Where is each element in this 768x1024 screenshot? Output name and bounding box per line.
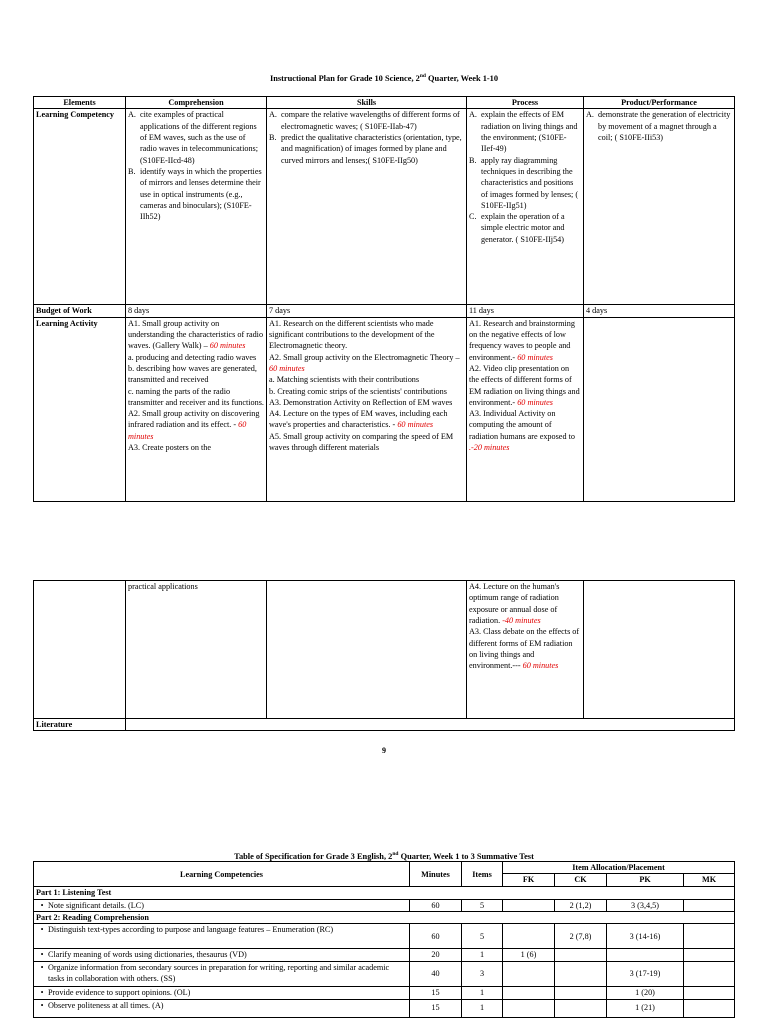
competency-item: B. identify ways in which the properties of mirrors and lenses determine their use in optical instruments (e.g., cameras and binoculars); (S10FE-IIh52) [128,166,262,222]
header-fk: FK [503,874,555,887]
duration-note: -40 minutes [502,615,541,625]
duration-note: 60 minutes [128,420,247,441]
cont-label-empty [34,581,126,719]
competency-item: A. cite examples of practical applications of the different regions of EM waves, such as the use of radio waves in telecommunications; (S10FE-IIcd-48) [128,110,259,165]
row-label-competency: Learning Competency [34,109,126,305]
activity-line: A3. Individual Activity on computing the amount of radiation humans are exposed to .-20 minutes [469,409,575,453]
budget-product: 4 days [584,305,735,317]
header-pk: PK [607,874,684,887]
duration-note: 60 minutes [522,661,559,671]
duration-note: 60 minutes [209,341,246,351]
budget-process: 11 days [467,305,584,317]
duration-note: 60 minutes [517,352,553,362]
literature-content [126,719,735,731]
activity-line: A2. Video clip presentation on the effects of different forms of EM radiation on living things and environment.- 60 minutes [469,363,580,407]
activity-line: A1. Research on the different scientists who made significant contributions to the development of the Electromagnetic theory. [269,318,435,351]
table-row: • Observe politeness at all times. (A) 15 1 1 (21) [34,999,735,1017]
activity-line: b. Creating comic strips of the scientists' contributions [269,386,447,396]
competency-item: A. explain the effects of EM radiation on living things and the environment; (S10FE-IIef-49) [469,110,578,154]
activity-line: A3. Create posters on the [128,443,211,453]
activity-line: b. describing how waves are generated, transmitted and received [128,363,257,385]
activity-line: A2. Small group activity on discovering infrared radiation and its effect. - 60 minutes [128,409,260,441]
competency-item: B. apply ray diagramming techniques in describing the characteristics and positions of images formed by lenses; ( S10FE-IIg51) [469,155,579,210]
header-comprehension: Comprehension [126,97,267,109]
header-product: Product/Performance [584,97,735,109]
table-row: • Distinguish text-types according to purpose and language features – Enumeration (RC) 60 5 2 (7,8) 3 (14-16) [34,924,735,949]
activity-line: c. naming the parts of the radio transmitter and receiver and its functions. [128,386,264,407]
header-allocation: Item Allocation/Placement [503,862,735,874]
activity-line: A1. Research and brainstorming on the negative effects of low frequency waves to people and environment.- 60 minutes [469,318,575,362]
cont-process [467,581,584,719]
duration-note: 60 minutes [397,420,434,430]
activity-product [584,317,735,501]
row-label-literature: Literature [34,719,126,731]
cont-product [584,581,735,719]
row-label-budget: Budget of Work [34,305,126,317]
duration-note: 60 minutes [517,397,553,407]
cont-skills [267,581,467,719]
activity-line: A4. Lecture on the human's optimum range of radiation exposure or annual dose of radiation. -40 minutes [469,582,560,625]
part2-heading: Part 2: Reading Comprehension [34,911,735,923]
competency-product [584,109,735,305]
budget-skills: 7 days [267,305,467,317]
header-process: Process [467,97,584,109]
header-competencies: Learning Competencies [34,862,410,887]
header-mk: MK [684,874,735,887]
plan-title: Instructional Plan for Grade 10 Science, 2nd Quarter, Week 1-10 [269,73,499,83]
activity-comprehension [126,317,267,501]
duration-note: .-20 minutes [469,443,510,453]
header-items: Items [462,862,503,887]
row-label-activity: Learning Activity [34,317,126,501]
activity-line: a. producing and detecting radio waves [128,352,257,362]
activity-line: A5. Small group activity on comparing the speed of EM waves through different materials [269,431,454,453]
budget-comprehension: 8 days [126,305,267,317]
table-row: • Provide evidence to support opinions. (OL) 15 1 1 (20) [34,986,735,999]
activity-line: A3. Demonstration Activity on Reflection of EM waves [269,397,453,407]
page-number: 9 [382,746,386,755]
part1-heading: Part 1: Listening Test [34,887,735,899]
header-skills: Skills [267,97,467,109]
activity-skills [267,317,467,501]
cont-comprehension: practical applications [126,581,267,719]
activity-line: A3. Class debate on the effects of different forms of EM radiation on living things and environment.--- 60 minutes [469,627,580,671]
activity-line: A2. Small group activity on the Electromagnetic Theory – 60 minutes [269,352,460,373]
header-elements: Elements [34,97,126,109]
table-of-specification [33,861,735,1018]
competency-skills [267,109,467,305]
header-ck: CK [555,874,607,887]
activity-process [467,317,584,501]
competency-item: A. compare the relative wavelengths of different forms of electromagnetic waves; ( S10FE-IIab-47) [269,110,460,131]
activity-line: a. Matching scientists with their contributions [269,375,420,385]
competency-item: B. predict the qualitative characteristics (orientation, type, and magnification) of images formed by plane and curved mirrors and lenses;( S10FE-IIg50) [269,132,462,165]
competency-item: A. demonstrate the generation of electricity by movement of a magnet through a coil; ( S10FE-IIi53) [586,110,731,142]
competency-comprehension [126,109,267,305]
instructional-plan-table [33,96,735,502]
table-row: • Note significant details. (LC) 60 5 2 (1,2) 3 (3,4,5) [34,899,735,911]
tos-title: Table of Specification for Grade 3 English, 2nd Quarter, Week 1 to 3 Summative Test [234,851,534,861]
competency-item: C. explain the operation of a simple electric motor and generator. ( S10FE-IIj54) [469,212,565,244]
header-minutes: Minutes [410,862,462,887]
competency-process [467,109,584,305]
duration-note: 60 minutes [269,363,305,373]
activity-line: A4. Lecture on the types of EM waves, including each wave's properties and characteristics. - 60 minutes [269,409,448,430]
activity-line: A1. Small group activity on understanding the characteristics of radio waves. (Gallery Walk) – 60 minutes [128,318,264,351]
table-row: • Organize information from secondary sources in preparation for writing, reporting and similar academic tasks in collaboration with others. (SS) 40 3 3 (17-19) [34,961,735,986]
instructional-plan-continued [33,580,735,731]
table-row: • Clarify meaning of words using dictionaries, thesaurus (VD) 20 1 1 (6) [34,949,735,961]
